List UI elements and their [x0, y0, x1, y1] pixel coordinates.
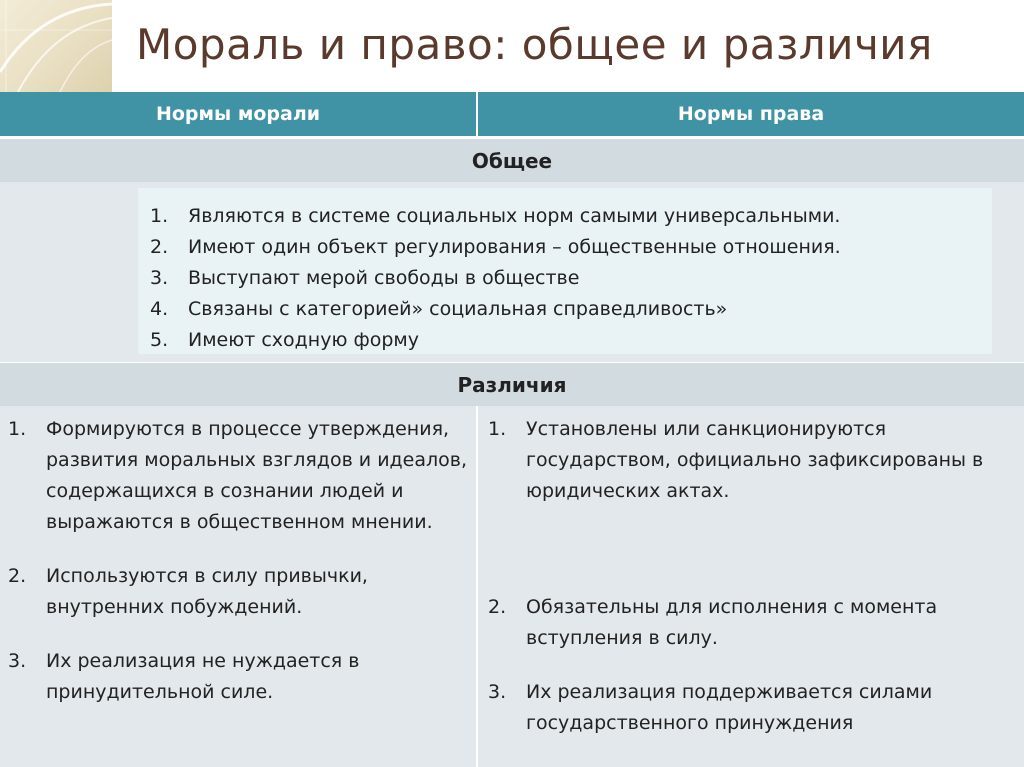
item-text: Являются в системе социальных норм самыми универсальными. — [188, 204, 841, 227]
item-number: 1. — [8, 418, 27, 440]
decorative-arcs-icon — [0, 0, 112, 92]
list-item — [150, 262, 841, 293]
item-text: Имеют сходную форму — [188, 328, 419, 351]
item-number: 5. — [150, 328, 169, 351]
differences-morality-column — [8, 414, 470, 731]
item-text: Установлены или санкционируются государством, официально зафиксированы в юридических актах. — [526, 418, 984, 502]
item-text: Формируются в процессе утверждения, развития моральных взглядов и идеалов, содержащихся в сознании людей и выражаются в общественном мнении. — [46, 418, 468, 533]
column-divider — [476, 406, 478, 767]
item-text: Имеют один объект регулирования – общественные отношения. — [188, 235, 841, 258]
item-number: 4. — [150, 297, 169, 320]
item-number: 2. — [488, 596, 507, 618]
item-number: 2. — [8, 565, 27, 587]
list-item — [488, 677, 1018, 739]
slide-title: Мораль и право: общее и различия — [136, 20, 933, 69]
list-item — [488, 414, 1018, 507]
list-item — [150, 293, 841, 324]
item-text: Связаны с категорией» социальная справедливость» — [188, 297, 728, 320]
header-law: Нормы права — [478, 92, 1024, 136]
item-number: 3. — [488, 681, 507, 703]
item-text: Выступают мерой свободы в обществе — [188, 266, 580, 289]
item-text: Обязательны для исполнения с момента вступления в силу. — [526, 596, 938, 649]
list-item — [8, 414, 470, 538]
item-number: 1. — [488, 418, 507, 440]
item-text: Их реализация поддерживается силами государственного принуждения — [526, 681, 933, 734]
item-number: 2. — [150, 235, 169, 258]
common-list — [150, 200, 841, 355]
decorative-corner — [0, 0, 112, 92]
list-item — [8, 561, 470, 623]
list-item — [150, 324, 841, 355]
item-number: 1. — [150, 204, 169, 227]
comparison-table — [0, 92, 1024, 767]
header-morality: Нормы морали — [0, 92, 476, 136]
differences-law-column — [488, 414, 1018, 762]
list-item — [8, 646, 470, 708]
item-number: 3. — [8, 650, 27, 672]
item-text: Используются в силу привычки, внутренних побуждений. — [46, 565, 368, 618]
section-common-label: Общее — [0, 138, 1024, 184]
list-item — [150, 200, 841, 231]
section-differences-label: Различия — [0, 362, 1024, 408]
list-item — [488, 592, 1018, 654]
item-number: 3. — [150, 266, 169, 289]
list-item — [150, 231, 841, 262]
item-text: Их реализация не нуждается в принудительной силе. — [46, 650, 360, 703]
